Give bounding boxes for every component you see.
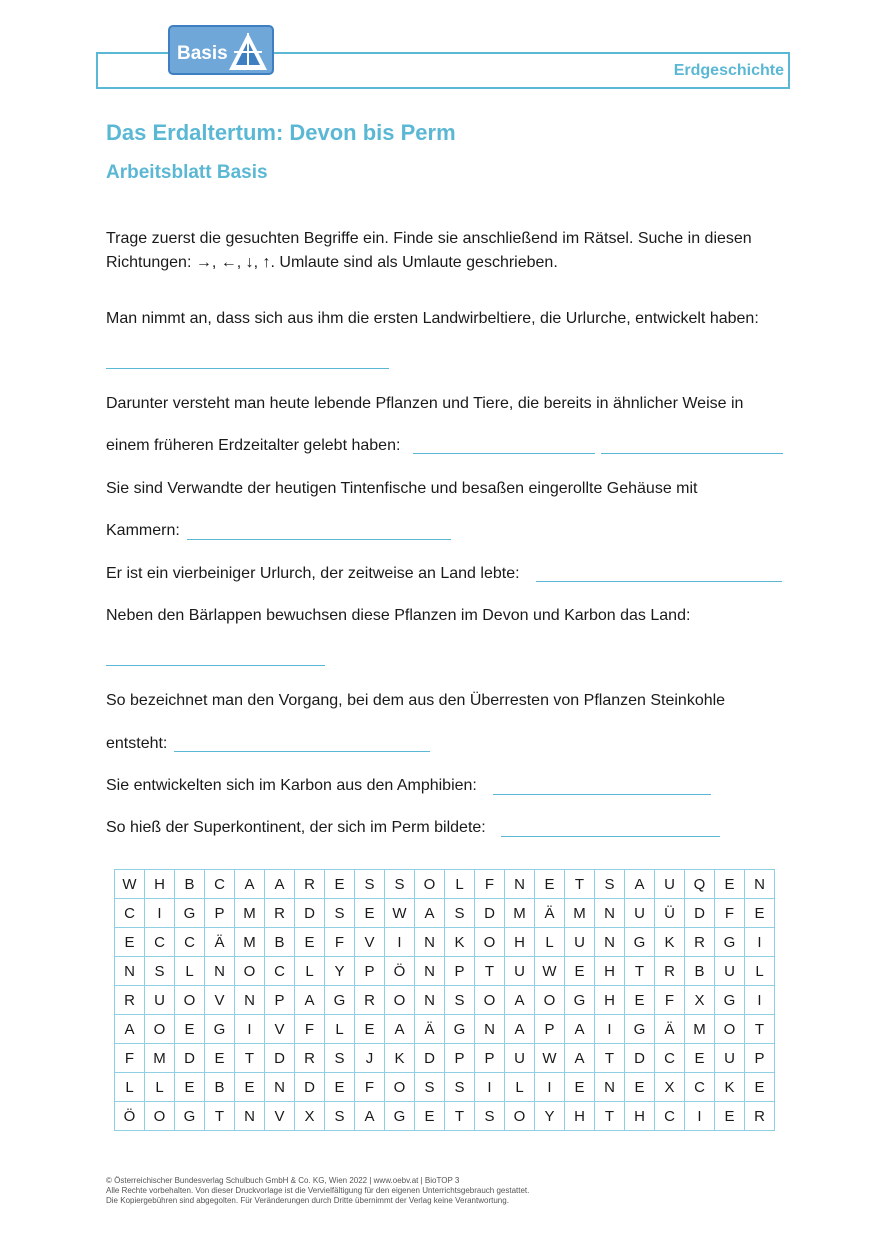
grid-cell[interactable]: D bbox=[265, 1044, 295, 1073]
grid-cell[interactable]: E bbox=[715, 870, 745, 899]
grid-cell[interactable]: R bbox=[745, 1102, 775, 1131]
grid-cell[interactable]: W bbox=[535, 957, 565, 986]
grid-cell[interactable]: S bbox=[595, 870, 625, 899]
grid-cell[interactable]: G bbox=[325, 986, 355, 1015]
grid-cell[interactable]: E bbox=[715, 1102, 745, 1131]
grid-cell[interactable]: E bbox=[115, 928, 145, 957]
grid-cell[interactable]: S bbox=[415, 1073, 445, 1102]
grid-cell[interactable]: T bbox=[595, 1044, 625, 1073]
page-subtitle: Arbeitsblatt Basis bbox=[106, 162, 268, 183]
grid-cell[interactable]: E bbox=[685, 1044, 715, 1073]
intro-line-1: Trage zuerst die gesuchten Begriffe ein. Finde sie anschließend im Rätsel. Suche in diesen bbox=[106, 230, 752, 247]
grid-cell[interactable]: E bbox=[625, 986, 655, 1015]
grid-cell[interactable]: Ä bbox=[205, 928, 235, 957]
grid-cell[interactable]: C bbox=[265, 957, 295, 986]
grid-cell[interactable]: S bbox=[145, 957, 175, 986]
grid-cell[interactable]: P bbox=[205, 899, 235, 928]
grid-cell[interactable]: O bbox=[145, 1102, 175, 1131]
grid-cell[interactable]: I bbox=[595, 1015, 625, 1044]
grid-cell[interactable]: H bbox=[145, 870, 175, 899]
grid-cell[interactable]: V bbox=[355, 928, 385, 957]
grid-cell[interactable]: O bbox=[475, 986, 505, 1015]
grid-cell[interactable]: Ä bbox=[655, 1015, 685, 1044]
grid-cell[interactable]: G bbox=[175, 1102, 205, 1131]
answer-line-1[interactable] bbox=[106, 368, 389, 369]
question-2-line-2: einem früheren Erdzeitalter gelebt haben: bbox=[106, 437, 401, 454]
grid-cell[interactable]: D bbox=[475, 899, 505, 928]
grid-cell[interactable]: R bbox=[115, 986, 145, 1015]
grid-cell[interactable]: N bbox=[595, 899, 625, 928]
grid-cell[interactable]: M bbox=[505, 899, 535, 928]
grid-cell[interactable]: N bbox=[265, 1073, 295, 1102]
grid-cell[interactable]: I bbox=[145, 899, 175, 928]
grid-cell[interactable]: F bbox=[475, 870, 505, 899]
grid-cell[interactable]: L bbox=[745, 957, 775, 986]
grid-cell[interactable]: N bbox=[205, 957, 235, 986]
grid-cell[interactable]: O bbox=[235, 957, 265, 986]
grid-cell[interactable]: O bbox=[385, 986, 415, 1015]
grid-cell[interactable]: P bbox=[475, 1044, 505, 1073]
grid-cell[interactable]: I bbox=[685, 1102, 715, 1131]
grid-cell[interactable]: E bbox=[565, 1073, 595, 1102]
grid-cell[interactable]: F bbox=[715, 899, 745, 928]
grid-cell[interactable]: R bbox=[355, 986, 385, 1015]
grid-cell[interactable]: P bbox=[445, 957, 475, 986]
grid-cell[interactable]: C bbox=[685, 1073, 715, 1102]
grid-cell[interactable]: W bbox=[535, 1044, 565, 1073]
grid-cell[interactable]: V bbox=[205, 986, 235, 1015]
grid-cell[interactable]: O bbox=[505, 1102, 535, 1131]
grid-cell[interactable]: G bbox=[445, 1015, 475, 1044]
grid-cell[interactable]: O bbox=[535, 986, 565, 1015]
grid-cell[interactable]: S bbox=[325, 899, 355, 928]
grid-cell[interactable]: N bbox=[415, 928, 445, 957]
grid-cell[interactable]: N bbox=[745, 870, 775, 899]
grid-cell[interactable]: E bbox=[175, 1015, 205, 1044]
logo-text: Basis bbox=[177, 43, 228, 64]
grid-cell[interactable]: N bbox=[505, 870, 535, 899]
grid-cell[interactable]: B bbox=[205, 1073, 235, 1102]
grid-cell[interactable]: A bbox=[565, 1044, 595, 1073]
grid-cell[interactable]: T bbox=[445, 1102, 475, 1131]
grid-row bbox=[115, 1073, 775, 1102]
grid-cell[interactable]: U bbox=[625, 899, 655, 928]
grid-cell[interactable]: G bbox=[205, 1015, 235, 1044]
grid-cell[interactable]: E bbox=[235, 1073, 265, 1102]
grid-cell[interactable]: A bbox=[505, 986, 535, 1015]
page-title: Das Erdaltertum: Devon bis Perm bbox=[106, 120, 456, 145]
grid-cell[interactable]: P bbox=[535, 1015, 565, 1044]
grid-cell[interactable]: M bbox=[145, 1044, 175, 1073]
footer-fees: Die Kopiergebühren sind abgegolten. Für Veränderungen durch Dritte übernimmt der Verlag keine Verantwortung. bbox=[106, 1196, 509, 1205]
grid-cell[interactable]: U bbox=[565, 928, 595, 957]
grid-cell[interactable]: Ü bbox=[655, 899, 685, 928]
grid-cell[interactable]: V bbox=[265, 1015, 295, 1044]
grid-cell[interactable]: E bbox=[745, 1073, 775, 1102]
grid-cell[interactable]: T bbox=[475, 957, 505, 986]
grid-cell[interactable]: S bbox=[445, 1073, 475, 1102]
grid-cell[interactable]: I bbox=[385, 928, 415, 957]
grid-cell[interactable]: A bbox=[385, 1015, 415, 1044]
grid-cell[interactable]: Ö bbox=[385, 957, 415, 986]
grid-cell[interactable]: E bbox=[415, 1102, 445, 1131]
grid-cell[interactable]: O bbox=[715, 1015, 745, 1044]
grid-cell[interactable]: X bbox=[655, 1073, 685, 1102]
grid-cell[interactable]: H bbox=[595, 986, 625, 1015]
grid-cell[interactable]: G bbox=[175, 899, 205, 928]
grid-row bbox=[115, 1015, 775, 1044]
question-5: Neben den Bärlappen bewuchsen diese Pflanzen im Devon und Karbon das Land: bbox=[106, 607, 691, 624]
grid-cell[interactable]: I bbox=[745, 928, 775, 957]
grid-cell[interactable]: B bbox=[685, 957, 715, 986]
grid-cell[interactable]: G bbox=[565, 986, 595, 1015]
grid-cell[interactable]: O bbox=[175, 986, 205, 1015]
grid-cell[interactable]: U bbox=[655, 870, 685, 899]
grid-cell[interactable]: C bbox=[175, 928, 205, 957]
grid-cell[interactable]: G bbox=[625, 928, 655, 957]
grid-cell[interactable]: B bbox=[265, 928, 295, 957]
question-6-line-2: entsteht: bbox=[106, 735, 168, 752]
grid-cell[interactable]: F bbox=[325, 928, 355, 957]
grid-cell[interactable]: E bbox=[325, 1073, 355, 1102]
grid-cell[interactable]: G bbox=[715, 928, 745, 957]
grid-cell[interactable]: A bbox=[415, 899, 445, 928]
grid-cell[interactable]: N bbox=[415, 957, 445, 986]
answer-line-3[interactable] bbox=[187, 539, 451, 540]
grid-cell[interactable]: E bbox=[295, 928, 325, 957]
grid-cell[interactable]: E bbox=[745, 899, 775, 928]
grid-cell[interactable]: U bbox=[715, 1044, 745, 1073]
question-4: Er ist ein vierbeiniger Urlurch, der zeitweise an Land lebte: bbox=[106, 565, 520, 582]
grid-cell[interactable]: G bbox=[715, 986, 745, 1015]
grid-cell[interactable]: T bbox=[745, 1015, 775, 1044]
grid-cell[interactable]: T bbox=[235, 1044, 265, 1073]
grid-cell[interactable]: A bbox=[235, 870, 265, 899]
grid-cell[interactable]: N bbox=[595, 1073, 625, 1102]
grid-cell[interactable]: E bbox=[355, 1015, 385, 1044]
grid-cell[interactable]: S bbox=[325, 1102, 355, 1131]
grid-cell[interactable]: N bbox=[595, 928, 625, 957]
grid-cell[interactable]: S bbox=[445, 986, 475, 1015]
grid-cell[interactable]: E bbox=[535, 870, 565, 899]
grid-cell[interactable]: E bbox=[205, 1044, 235, 1073]
grid-cell[interactable]: U bbox=[505, 957, 535, 986]
grid-cell[interactable]: N bbox=[475, 1015, 505, 1044]
grid-cell[interactable]: L bbox=[535, 928, 565, 957]
grid-cell[interactable]: L bbox=[325, 1015, 355, 1044]
question-7: Sie entwickelten sich im Karbon aus den Amphibien: bbox=[106, 777, 477, 794]
grid-cell[interactable]: T bbox=[205, 1102, 235, 1131]
grid-cell[interactable]: I bbox=[475, 1073, 505, 1102]
grid-cell[interactable]: M bbox=[685, 1015, 715, 1044]
grid-cell[interactable]: S bbox=[445, 899, 475, 928]
grid-cell[interactable]: A bbox=[265, 870, 295, 899]
grid-cell[interactable]: P bbox=[745, 1044, 775, 1073]
grid-cell[interactable]: M bbox=[235, 928, 265, 957]
grid-cell[interactable]: P bbox=[355, 957, 385, 986]
grid-cell[interactable]: O bbox=[145, 1015, 175, 1044]
grid-cell[interactable]: R bbox=[295, 1044, 325, 1073]
answer-line-8[interactable] bbox=[501, 836, 720, 837]
grid-cell[interactable]: L bbox=[445, 870, 475, 899]
grid-cell[interactable]: K bbox=[445, 928, 475, 957]
basis-logo bbox=[168, 25, 274, 75]
grid-cell[interactable]: T bbox=[595, 1102, 625, 1131]
grid-row bbox=[115, 1102, 775, 1131]
grid-cell[interactable]: Q bbox=[685, 870, 715, 899]
grid-cell[interactable]: R bbox=[685, 928, 715, 957]
word-search-grid bbox=[114, 869, 775, 1131]
grid-cell[interactable]: L bbox=[115, 1073, 145, 1102]
grid-cell[interactable]: A bbox=[505, 1015, 535, 1044]
grid-row bbox=[115, 928, 775, 957]
grid-cell[interactable]: N bbox=[115, 957, 145, 986]
triangle-logo-icon bbox=[226, 30, 270, 72]
grid-cell[interactable]: Y bbox=[325, 957, 355, 986]
grid-cell[interactable]: A bbox=[625, 870, 655, 899]
grid-cell[interactable]: U bbox=[505, 1044, 535, 1073]
grid-cell[interactable]: E bbox=[565, 957, 595, 986]
grid-cell[interactable]: L bbox=[505, 1073, 535, 1102]
grid-cell[interactable]: F bbox=[295, 1015, 325, 1044]
grid-cell[interactable]: X bbox=[685, 986, 715, 1015]
grid-cell[interactable]: Y bbox=[535, 1102, 565, 1131]
grid-cell[interactable]: F bbox=[115, 1044, 145, 1073]
grid-cell[interactable]: N bbox=[415, 986, 445, 1015]
grid-cell[interactable]: K bbox=[715, 1073, 745, 1102]
grid-cell[interactable]: U bbox=[145, 986, 175, 1015]
question-2-line-1: Darunter versteht man heute lebende Pflanzen und Tiere, die bereits in ähnlicher Weise in bbox=[106, 395, 744, 412]
grid-cell[interactable]: K bbox=[655, 928, 685, 957]
grid-row bbox=[115, 1044, 775, 1073]
grid-row bbox=[115, 870, 775, 899]
grid-cell[interactable]: L bbox=[145, 1073, 175, 1102]
footer bbox=[106, 1176, 529, 1206]
grid-cell[interactable]: Ä bbox=[415, 1015, 445, 1044]
grid-cell[interactable]: K bbox=[385, 1044, 415, 1073]
grid-cell[interactable]: D bbox=[685, 899, 715, 928]
answer-line-6[interactable] bbox=[174, 751, 430, 752]
grid-cell[interactable]: S bbox=[325, 1044, 355, 1073]
grid-cell[interactable]: M bbox=[565, 899, 595, 928]
grid-cell[interactable]: E bbox=[175, 1073, 205, 1102]
answer-line-4[interactable] bbox=[536, 581, 782, 582]
grid-cell[interactable]: D bbox=[415, 1044, 445, 1073]
grid-cell[interactable]: P bbox=[265, 986, 295, 1015]
grid-cell[interactable]: O bbox=[475, 928, 505, 957]
question-3-line-2: Kammern: bbox=[106, 522, 180, 539]
grid-cell[interactable]: N bbox=[235, 1102, 265, 1131]
grid-cell[interactable]: D bbox=[295, 1073, 325, 1102]
grid-cell[interactable]: V bbox=[265, 1102, 295, 1131]
grid-cell[interactable]: C bbox=[655, 1102, 685, 1131]
grid-cell[interactable]: S bbox=[475, 1102, 505, 1131]
footer-copyright: © Österreichischer Bundesverlag Schulbuch GmbH & Co. KG, Wien 2022 | www.oebv.at | BioTOP 3 bbox=[106, 1176, 460, 1185]
grid-cell[interactable]: Ö bbox=[115, 1102, 145, 1131]
grid-cell[interactable]: S bbox=[355, 870, 385, 899]
grid-cell[interactable]: D bbox=[175, 1044, 205, 1073]
grid-cell[interactable]: R bbox=[265, 899, 295, 928]
grid-cell[interactable]: Ä bbox=[535, 899, 565, 928]
grid-row bbox=[115, 899, 775, 928]
grid-cell[interactable]: T bbox=[565, 870, 595, 899]
grid-cell[interactable]: U bbox=[715, 957, 745, 986]
grid-cell[interactable]: I bbox=[235, 1015, 265, 1044]
grid-cell[interactable]: M bbox=[235, 899, 265, 928]
grid-cell[interactable]: H bbox=[625, 1102, 655, 1131]
grid-cell[interactable]: B bbox=[175, 870, 205, 899]
grid-cell[interactable]: C bbox=[655, 1044, 685, 1073]
grid-cell[interactable]: L bbox=[295, 957, 325, 986]
grid-cell[interactable]: T bbox=[625, 957, 655, 986]
grid-cell[interactable]: O bbox=[415, 870, 445, 899]
grid-cell[interactable]: F bbox=[355, 1073, 385, 1102]
grid-cell[interactable]: A bbox=[355, 1102, 385, 1131]
grid-cell[interactable]: R bbox=[655, 957, 685, 986]
grid-cell[interactable]: D bbox=[295, 899, 325, 928]
grid-cell[interactable]: C bbox=[115, 899, 145, 928]
grid-row bbox=[115, 986, 775, 1015]
answer-line-7[interactable] bbox=[493, 794, 711, 795]
grid-cell[interactable]: E bbox=[325, 870, 355, 899]
grid-cell[interactable]: H bbox=[505, 928, 535, 957]
grid-row bbox=[115, 957, 775, 986]
grid-cell[interactable]: H bbox=[565, 1102, 595, 1131]
intro-line-2: Richtungen: →, ←, ↓, ↑. Umlaute sind als Umlaute geschrieben. bbox=[106, 254, 558, 271]
grid-cell[interactable]: X bbox=[295, 1102, 325, 1131]
grid-cell[interactable]: E bbox=[355, 899, 385, 928]
grid-cell[interactable]: C bbox=[145, 928, 175, 957]
grid-cell[interactable]: I bbox=[745, 986, 775, 1015]
question-6-line-1: So bezeichnet man den Vorgang, bei dem aus den Überresten von Pflanzen Steinkohle bbox=[106, 692, 726, 709]
answer-line-2a[interactable] bbox=[413, 453, 595, 454]
grid-cell[interactable]: G bbox=[625, 1015, 655, 1044]
grid-cell[interactable]: C bbox=[205, 870, 235, 899]
grid-cell[interactable]: I bbox=[535, 1073, 565, 1102]
grid-cell[interactable]: H bbox=[595, 957, 625, 986]
grid-cell[interactable]: L bbox=[175, 957, 205, 986]
footer-rights: Alle Rechte vorbehalten. Von dieser Druckvorlage ist die Vervielfältigung für den eigenen Unterrichtsgebrauch gestattet. bbox=[106, 1186, 530, 1195]
grid-cell[interactable]: W bbox=[115, 870, 145, 899]
grid-cell[interactable]: A bbox=[115, 1015, 145, 1044]
grid-cell[interactable]: G bbox=[385, 1102, 415, 1131]
grid-cell[interactable]: R bbox=[295, 870, 325, 899]
grid-cell[interactable]: W bbox=[385, 899, 415, 928]
grid-cell[interactable]: J bbox=[355, 1044, 385, 1073]
grid-cell[interactable]: F bbox=[655, 986, 685, 1015]
grid-cell[interactable]: A bbox=[295, 986, 325, 1015]
grid-cell[interactable]: S bbox=[385, 870, 415, 899]
question-1: Man nimmt an, dass sich aus ihm die ersten Landwirbeltiere, die Urlurche, entwickelt haben: bbox=[106, 310, 759, 327]
answer-line-5[interactable] bbox=[106, 665, 325, 666]
question-8: So hieß der Superkontinent, der sich im Perm bildete: bbox=[106, 819, 486, 836]
answer-line-2b[interactable] bbox=[601, 453, 783, 454]
grid-cell[interactable]: O bbox=[385, 1073, 415, 1102]
grid-cell[interactable]: D bbox=[625, 1044, 655, 1073]
grid-cell[interactable]: N bbox=[235, 986, 265, 1015]
grid-cell[interactable]: E bbox=[625, 1073, 655, 1102]
section-label: Erdgeschichte bbox=[673, 62, 784, 79]
grid-cell[interactable]: A bbox=[565, 1015, 595, 1044]
grid-cell[interactable]: P bbox=[445, 1044, 475, 1073]
question-3-line-1: Sie sind Verwandte der heutigen Tintenfische und besaßen eingerollte Gehäuse mit bbox=[106, 480, 698, 497]
